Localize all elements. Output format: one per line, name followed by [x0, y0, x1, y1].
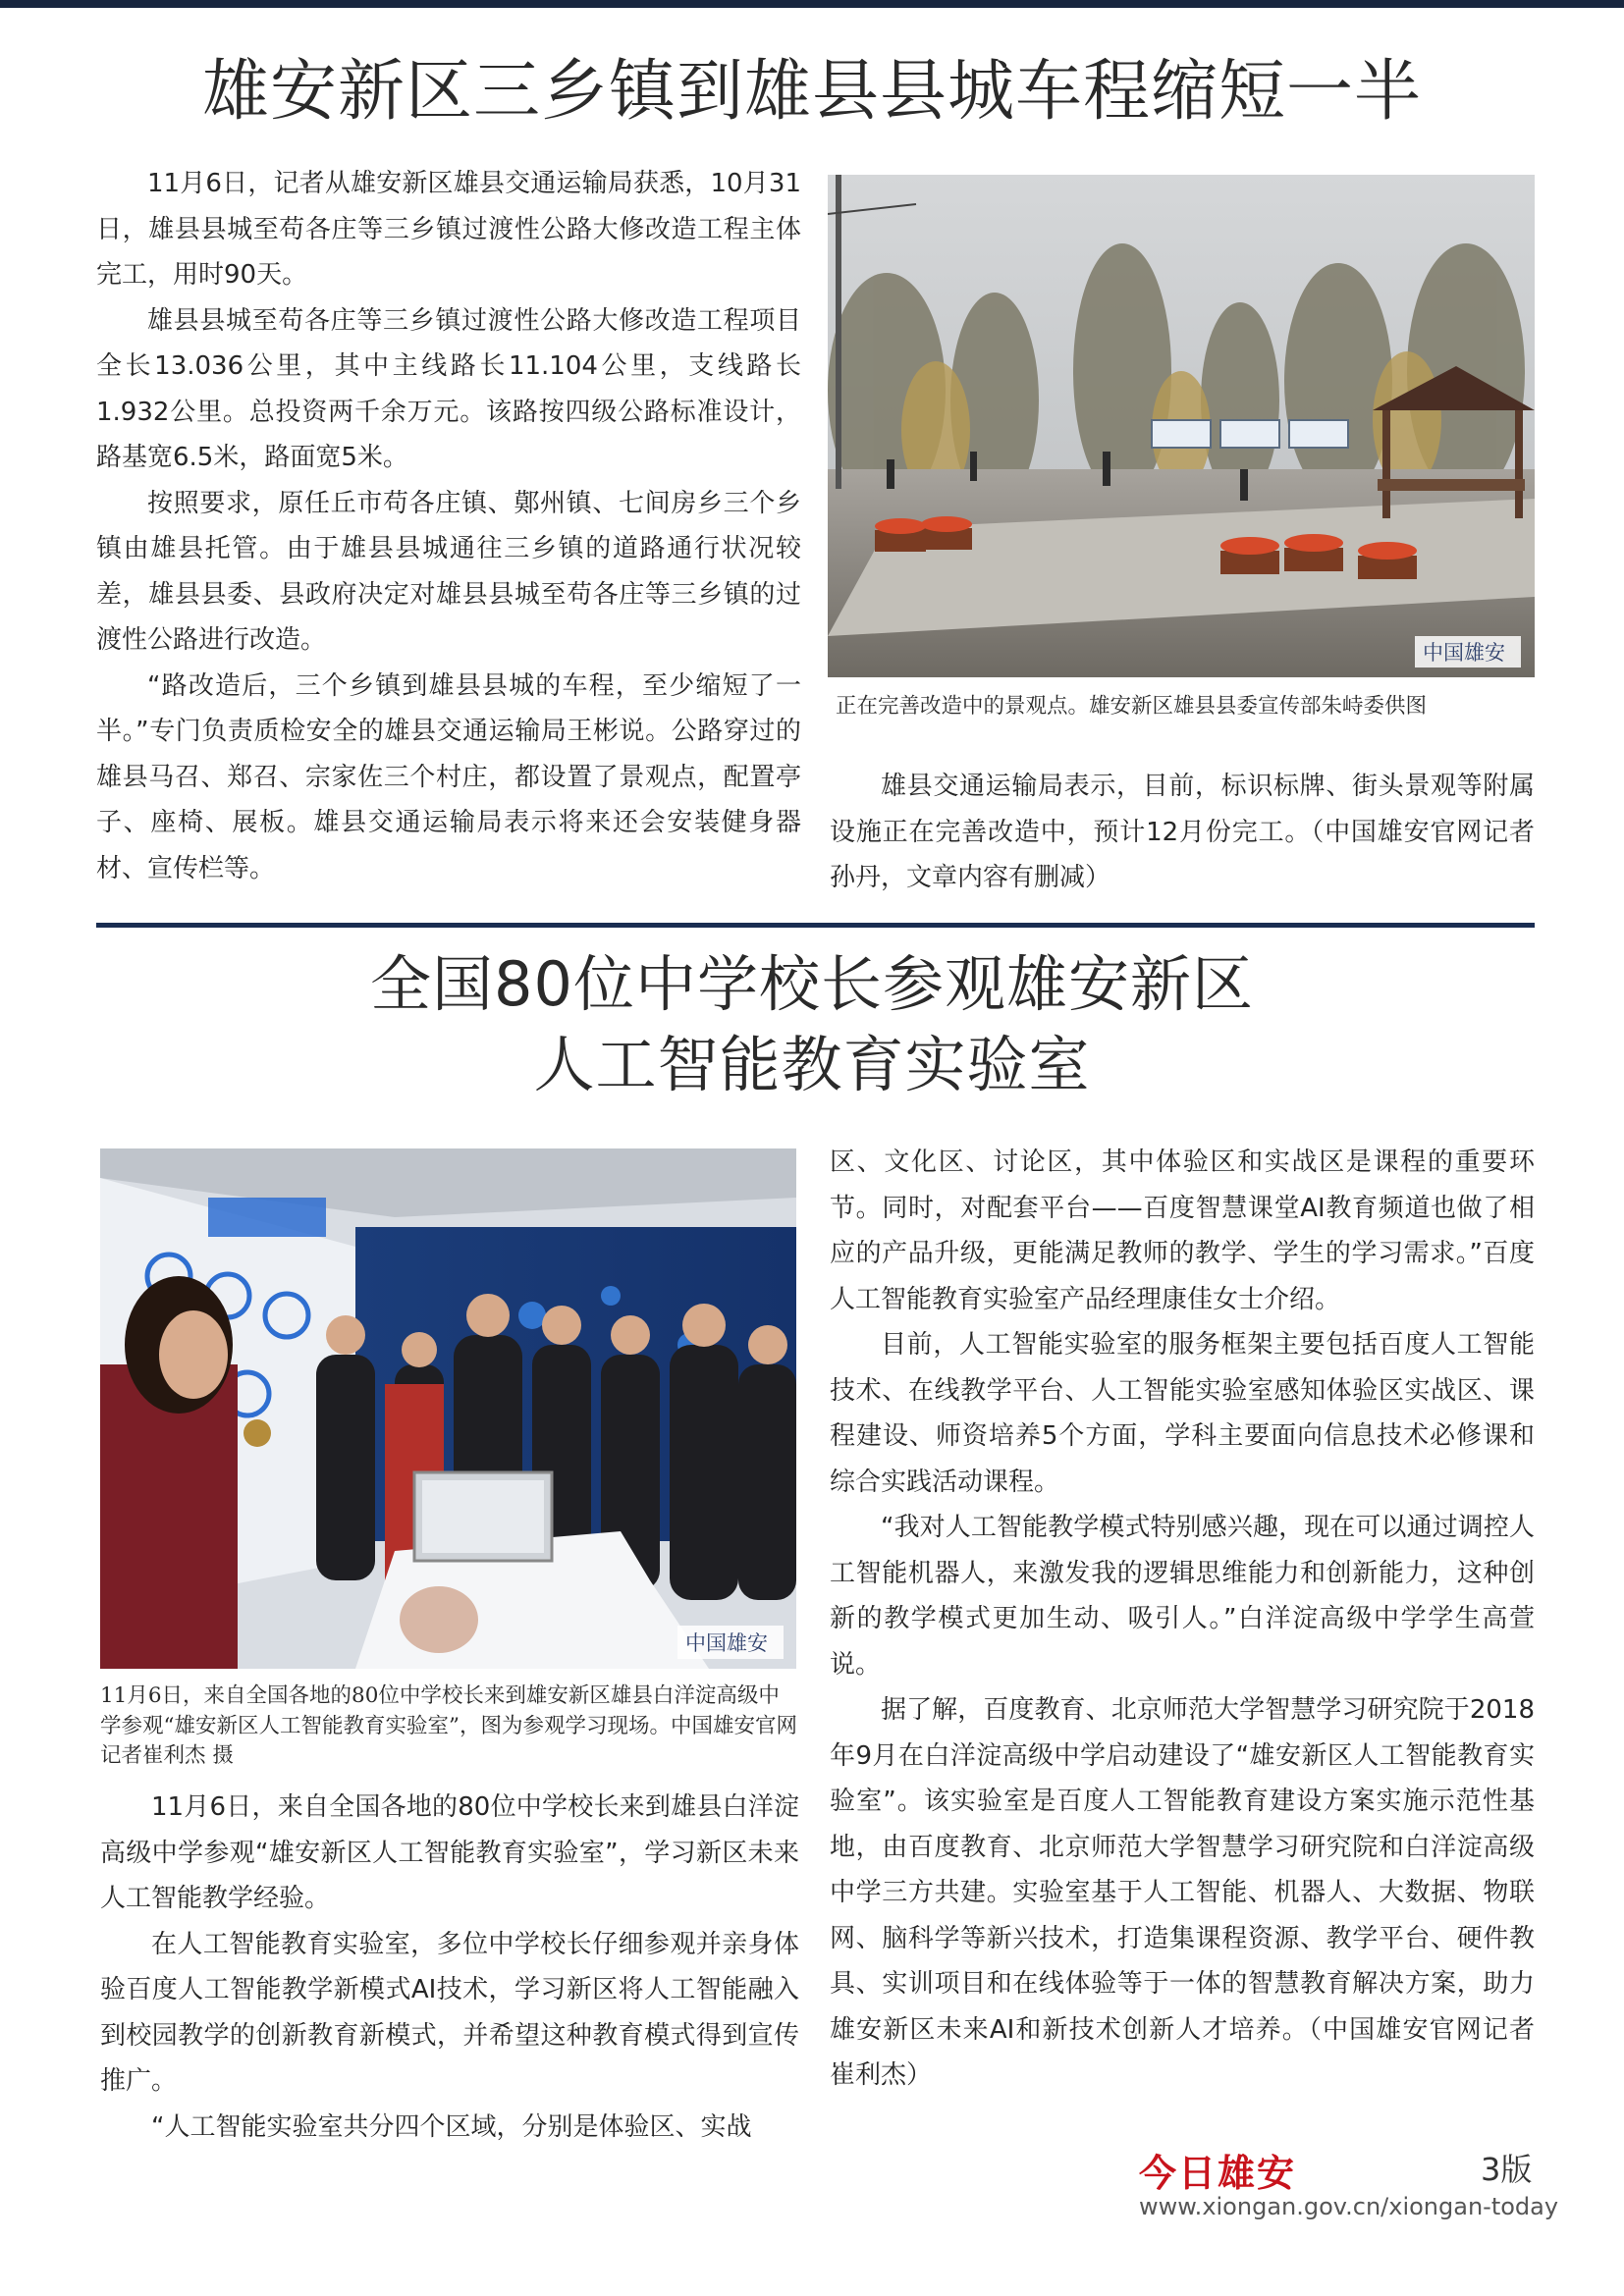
top-bar: [0, 0, 1624, 8]
article1-paragraph: “路改造后，三个乡镇到雄县县城的车程，至少缩短了一半。”专门负责质检安全的雄县交通运输局王彬说。公路穿过的雄县马召、郑召、宗家佐三个村庄，都设置了景观点，配置亭子、座椅、展板。雄县交通运输局表示将来还会安装健身器材、宣传栏等。: [96, 670, 801, 883]
ai-lab-visit-photo-icon: [100, 1148, 796, 1669]
article2-paragraph: 目前，人工智能实验室的服务框架主要包括百度人工智能技术、在线教学平台、人工智能实验室感知体验区实战区、课程建设、师资培养5个方面，学科主要面向信息技术必修课和综合实践活动课程。: [830, 1330, 1535, 1497]
article2-paragraph: 11月6日，来自全国各地的80位中学校长来到雄县白洋淀高级中学参观“雄安新区人工智能教育实验室”，学习新区未来人工智能教学经验。: [100, 1792, 799, 1913]
article2-photo: [100, 1148, 796, 1669]
article2-photo-caption: 11月6日，来自全国各地的80位中学校长来到雄安新区雄县白洋淀高级中学参观“雄安新区人工智能教育实验室”，图为参观学习现场。中国雄安官网记者崔利杰 摄: [100, 1683, 797, 1768]
article2-paragraph: “人工智能实验室共分四个区域，分别是体验区、实战: [151, 2111, 752, 2142]
article2-paragraph: 据了解，百度教育、北京师范大学智慧学习研究院于2018年9月在白洋淀高级中学启动建设了“雄安新区人工智能教育实验室”。该实验室是百度人工智能教育建设方案实施示范性基地，由百度教育、北京师范大学智慧学习研究院和白洋淀高级中学三方共建。实验室基于人工智能、机器人、大数据、物联网、脑科学等新兴技术，打造集课程资源、教学平台、硬件教具、实训项目和在线体验等于一体的智慧教育解决方案，助力雄安新区未来AI和新技术创新人才培养。（中国雄安官网记者 崔利杰）: [830, 1695, 1535, 2090]
article2-title-line2: 人工智能教育实验室: [533, 1029, 1091, 1100]
footer-logo: 今日雄安: [1139, 2151, 1297, 2195]
article1-paragraph: 雄县县城至苟各庄等三乡镇过渡性公路大修改造工程项目全长13.036公里，其中主线路长11.104公里，支线路长1.932公里。总投资两千余万元。该路按四级公路标准设计，路基宽6.5米，路面宽5米。: [96, 305, 801, 472]
article1-paragraph: 11月6日，记者从雄安新区雄县交通运输局获悉，10月31日，雄县县城至苟各庄等三乡镇过渡性公路大修改造工程主体完工，用时90天。: [96, 169, 801, 290]
article1-left-column: [96, 161, 801, 891]
article2-right-column: [830, 1140, 1535, 2099]
article1-paragraph: 按照要求，原任丘市苟各庄镇、鄚州镇、七间房乡三个乡镇由雄县托管。由于雄县县城通往三乡镇的道路通行状况较差，雄县县委、县政府决定对雄县县城至苟各庄等三乡镇的过渡性公路进行改造。: [96, 488, 801, 655]
park-landscape-photo-icon: [828, 175, 1535, 677]
watermark-text: 中国雄安: [685, 1631, 768, 1655]
article-divider: [96, 923, 1535, 928]
footer-url[interactable]: www.xiongan.gov.cn/xiongan-today: [1139, 2193, 1559, 2220]
article2-paragraph: “我对人工智能教学模式特别感兴趣，现在可以通过调控人工智能机器人，来激发我的逻辑思维能力和创新能力，这种创新的教学模式更加生动、吸引人。”白洋淀高级中学学生高萱说。: [830, 1513, 1535, 1680]
page-number: 3版: [1481, 2151, 1533, 2188]
article2-paragraph: 区、文化区、讨论区，其中体验区和实战区是课程的重要环节。同时，对配套平台——百度智慧课堂AI教育频道也做了相应的产品升级，更能满足教师的教学、学生的学习需求。”百度人工智能教育实验室产品经理康佳女士介绍。: [830, 1148, 1535, 1314]
article1-paragraph: 雄县交通运输局表示，目前，标识标牌、街头景观等附属设施正在完善改造中，预计12月份完工。（中国雄安官网记者 孙丹，文章内容有删减）: [830, 772, 1535, 892]
article2-left-column: [100, 1785, 799, 2150]
article2-title-line1: 全国80位中学校长参观雄安新区: [370, 948, 1254, 1020]
watermark-text: 中国雄安: [1423, 641, 1505, 665]
article1-photo-caption: 正在完善改造中的景观点。雄安新区雄县县委宣传部朱峙委供图: [836, 694, 1428, 719]
article1-title: 雄安新区三乡镇到雄县县城车程缩短一半: [201, 53, 1422, 131]
article2-paragraph: 在人工智能教育实验室，多位中学校长仔细参观并亲身体验百度人工智能教学新模式AI技术，学习新区将人工智能融入到校园教学的创新教育新模式，并希望这种教育模式得到宣传推广。: [100, 1929, 799, 2096]
article1-photo: [828, 175, 1535, 677]
article1-right-column: [830, 764, 1535, 901]
article2-title: [0, 944, 1624, 1105]
